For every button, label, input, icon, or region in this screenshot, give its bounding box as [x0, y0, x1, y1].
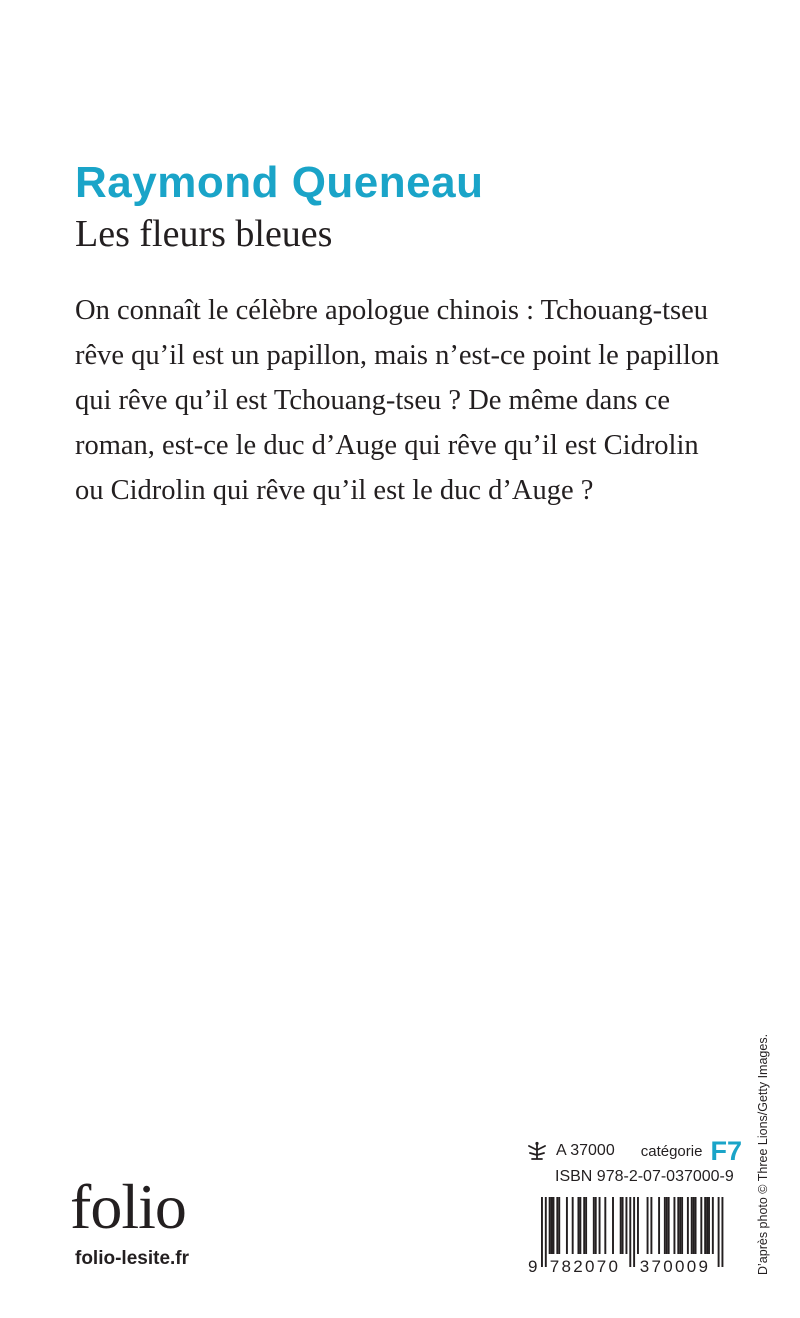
isbn: ISBN 978-2-07-037000-9 [555, 1168, 734, 1185]
category-value: F7 [710, 1136, 742, 1166]
blurb-line: rêve qu’il est un papillon, mais n’est-ce point le papillon [75, 340, 720, 371]
barcode-bar [622, 1197, 624, 1254]
barcode-bar [704, 1197, 706, 1254]
author-name: Raymond Queneau [75, 158, 484, 207]
publisher-site: folio-lesite.fr [75, 1248, 190, 1269]
barcode-bar [566, 1197, 568, 1254]
barcode-bar [599, 1197, 601, 1254]
barcode-bar [633, 1197, 635, 1267]
barcode-bar [695, 1197, 697, 1254]
category-label: catégorie [640, 1142, 703, 1160]
barcode-bar [693, 1197, 695, 1254]
barcode-bar [706, 1197, 708, 1254]
barcode-bar [577, 1197, 579, 1254]
barcode-bar [558, 1197, 560, 1254]
barcode-bar [604, 1197, 606, 1254]
folio-bird-icon [526, 1141, 548, 1161]
barcode-bar [677, 1197, 679, 1254]
blurb-line: ou Cidrolin qui rêve qu’il est le duc d’Auge ? [75, 475, 594, 506]
folio-logo: folio [70, 1171, 186, 1242]
barcode-bar [666, 1197, 668, 1254]
barcode-bar [681, 1197, 683, 1254]
barcode-bar [673, 1197, 675, 1254]
book-title: Les fleurs bleues [75, 213, 333, 255]
barcode-bar [585, 1197, 587, 1254]
barcode-bar [650, 1197, 652, 1254]
barcode-bar [572, 1197, 574, 1254]
barcode-bar [718, 1197, 720, 1267]
barcode-bar [553, 1197, 555, 1254]
barcode-bar [664, 1197, 666, 1254]
barcode-bar [579, 1197, 581, 1254]
barcode-bar [629, 1197, 631, 1267]
barcode-bar [708, 1197, 710, 1254]
catalog-code: A 37000 [556, 1142, 615, 1159]
barcode-bar [551, 1197, 553, 1254]
barcode-bar [647, 1197, 649, 1254]
barcode-bar [687, 1197, 689, 1254]
barcode-bar [637, 1197, 639, 1254]
barcode-bar [668, 1197, 670, 1254]
blurb-line: roman, est-ce le duc d’Auge qui rêve qu’il est Cidrolin [75, 430, 699, 461]
barcode-bar [545, 1197, 547, 1267]
catalog-line [526, 1138, 742, 1164]
barcode-first-digit: 9 [528, 1257, 538, 1275]
blurb-line: qui rêve qu’il est Tchouang-tseu ? De même dans ce [75, 385, 670, 416]
barcode-bar [620, 1197, 622, 1254]
barcode-bar [612, 1197, 614, 1254]
barcode [525, 1195, 725, 1275]
barcode-bar [556, 1197, 558, 1254]
barcode-bar [583, 1197, 585, 1254]
barcode-bar [721, 1197, 723, 1267]
blurb-line: On connaît le célèbre apologue chinois : Tchouang-tseu [75, 295, 708, 326]
photo-credit: D’après photo © Three Lions/Getty Images. [756, 1033, 770, 1275]
barcode-bar [691, 1197, 693, 1254]
barcode-bar [700, 1197, 702, 1254]
barcode-bar [549, 1197, 551, 1254]
barcode-right-digits: 370009 [639, 1257, 711, 1275]
barcode-bar [541, 1197, 543, 1267]
barcode-bar [658, 1197, 660, 1254]
barcode-bar [625, 1197, 627, 1254]
barcode-left-digits: 782070 [549, 1257, 621, 1275]
barcode-bar [593, 1197, 595, 1254]
blurb [75, 288, 735, 513]
barcode-bar [595, 1197, 597, 1254]
barcode-bar [679, 1197, 681, 1254]
barcode-bar [712, 1197, 714, 1254]
